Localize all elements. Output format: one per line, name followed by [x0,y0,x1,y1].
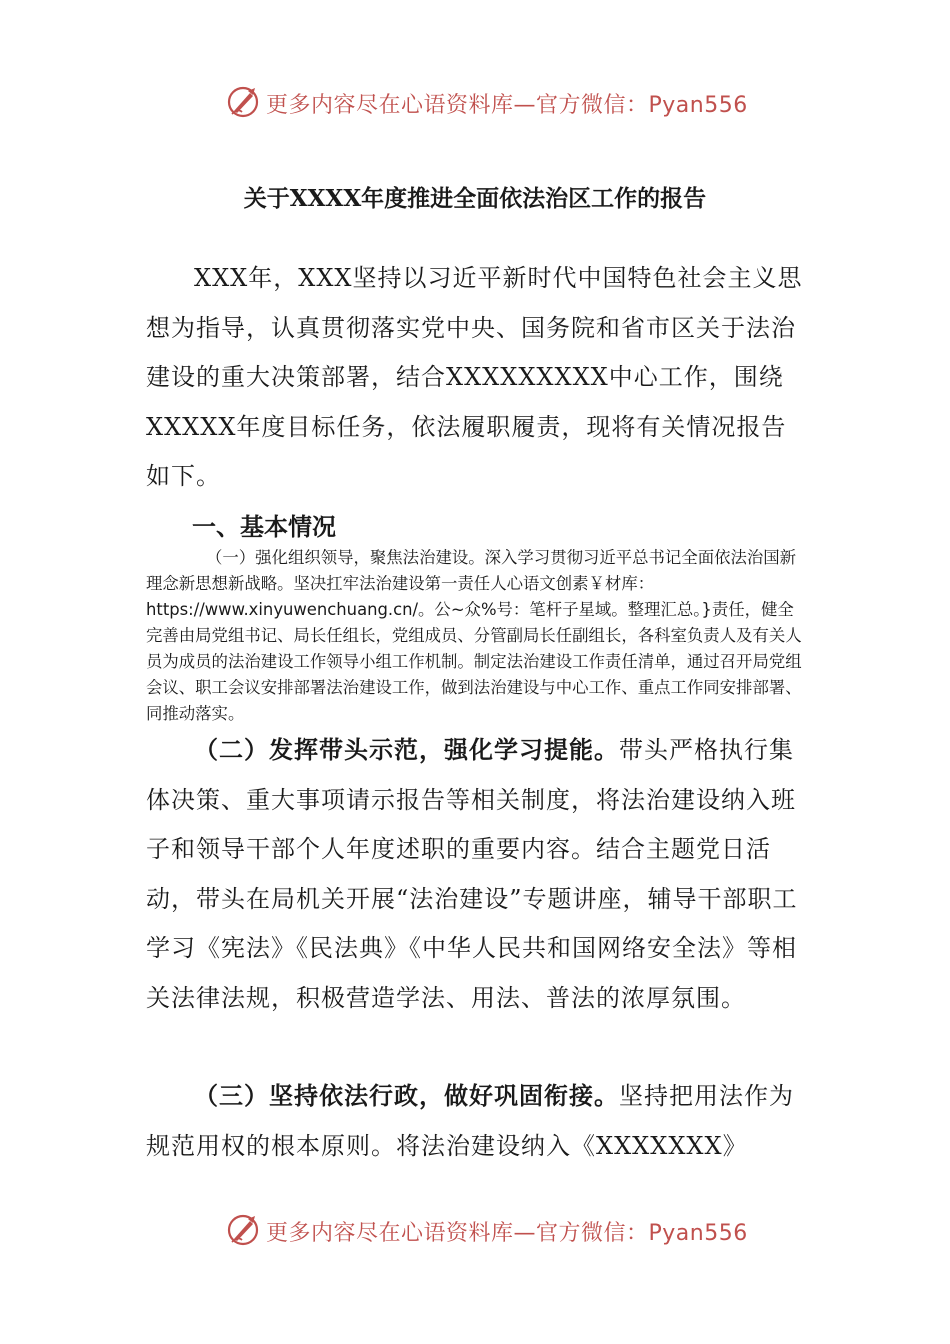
section-heading-basic-situation: 一、基本情况 [192,513,336,541]
banner-text: 更多内容尽在心语资料库—官方微信：Pyan556 [266,93,748,118]
pen-quill-logo-icon [226,84,262,120]
item-1-text: （一）强化组织领导，聚焦法治建设。深入学习贯彻习近平总书记全面依法治国新理念新思想新战略。坚决扛牢法治建设第一责任人心语文创素￥材库：https://www.xinyuwenchuang.cn/。公~众%号：笔杆子星域。整理汇总。}责任，健全完善由局党组书记、局长任组长，党组成员、分管副局长任副组长，各科室负责人及有关人员为成员的法治建设工作领导小组工作机制。制定法治建设工作责任清单，通过召开局党组会议、职工会议安排部署法治建设工作，做到法治建设与中心工作、重点工作同安排部署、同推动落实。 [146,548,802,723]
banner-text: 更多内容尽在心语资料库—官方微信：Pyan556 [266,1221,748,1246]
pen-quill-logo-icon [226,1212,262,1248]
item-3-paragraph [146,1071,806,1171]
item-2-paragraph [146,725,806,1023]
item-1-paragraph [146,545,806,727]
intro-text: XXX年，XXX坚持以习近平新时代中国特色社会主义思想为指导，认真贯彻落实党中央、国务院和省市区关于法治建设的重大决策部署，结合XXXXXXXXX中心工作，围绕XXXXX年度目标任务，依法履职履责，现将有关情况报告如下。 [146,264,803,490]
item-2-body: 带头严格执行集体决策、重大事项请示报告等相关制度，将法治建设纳入班子和领导干部个人年度述职的重要内容。结合主题党日活动，带头在局机关开展“法治建设”专题讲座，辅导干部职工学习《宪法》《民法典》《中华人民共和国网络安全法》等相关法律法规，积极营造学法、用法、普法的浓厚氛围。 [146,736,798,1012]
footer-watermark-banner [0,1210,950,1250]
intro-paragraph [146,254,806,502]
header-watermark-banner [0,82,950,122]
item-2-lead: （二）发挥带头示范，强化学习提能。 [194,735,619,764]
document-title: 关于XXXX年度推进全面依法治区工作的报告 [243,185,707,212]
item-3-body: 坚持把用法作为规范用权的根本原则。将法治建设纳入《XXXXXXX》 [146,1082,794,1160]
item-3-lead: （三）坚持依法行政，做好巩固衔接。 [194,1081,619,1110]
